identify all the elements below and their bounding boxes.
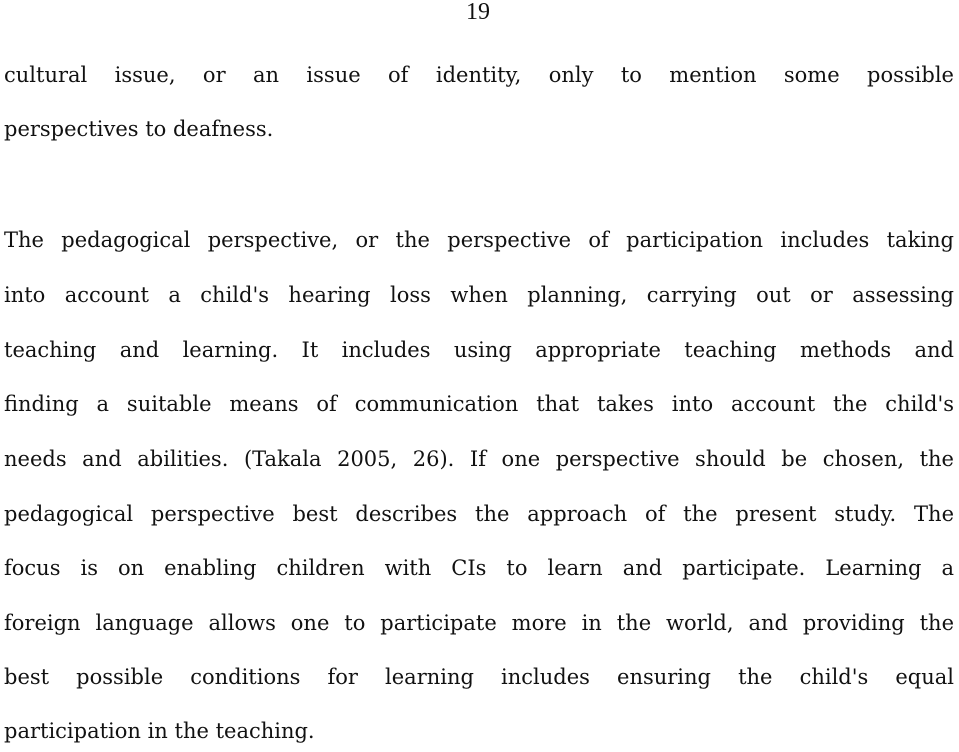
text-line: needs and abilities. (Takala 2005, 26). If one perspective should be chosen, the xyxy=(4,447,954,471)
text-line: perspectives to deafness. xyxy=(4,117,274,141)
page-number: 19 xyxy=(466,0,490,25)
text-line: cultural issue, or an issue of identity, only to mention some possible xyxy=(4,63,954,87)
text-line: focus is on enabling children with CIs to learn and participate. Learning a xyxy=(4,556,954,580)
text-line: finding a suitable means of communication that takes into account the child's xyxy=(4,392,954,416)
text-line: participation in the teaching. xyxy=(4,719,315,743)
text-line: into account a child's hearing loss when planning, carrying out or assessing xyxy=(4,283,954,307)
text-line: foreign language allows one to participate more in the world, and providing the xyxy=(4,611,954,635)
text-line: teaching and learning. It includes using appropriate teaching methods and xyxy=(4,338,954,362)
text-line: pedagogical perspective best describes the approach of the present study. The xyxy=(4,502,954,526)
text-line: The pedagogical perspective, or the perspective of participation includes taking xyxy=(4,228,954,252)
text-line: best possible conditions for learning includes ensuring the child's equal xyxy=(4,665,954,689)
